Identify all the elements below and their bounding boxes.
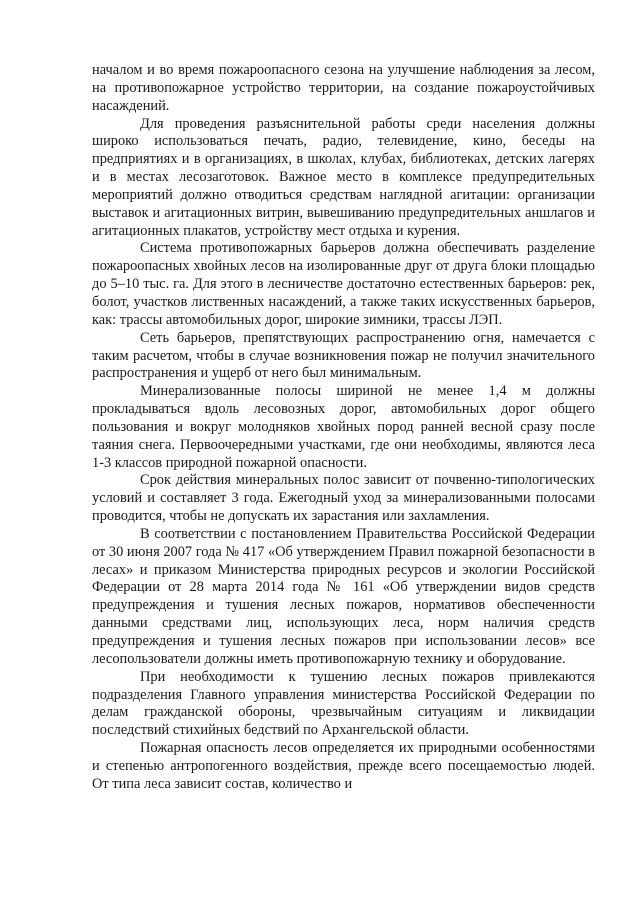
paragraph: Система противопожарных барьеров должна обеспечивать разделение пожароопасных хвойных лесов на изолированные друг от друга блоки площадью до 5–10 тыс. га. Для этого в лесничестве достаточно естественных барьеров: рек, болот, участков лиственных насаждений, а также таких искусственных барьеров, как: трассы автомобильных дорог, широкие зимники, трассы ЛЭП. bbox=[92, 240, 595, 328]
paragraph: Срок действия минеральных полос зависит от почвенно-типологических условий и составляет 3 года. Ежегодный уход за минерализованными полосами проводится, чтобы не допускать их зарастания или захламления. bbox=[92, 472, 595, 525]
paragraph: началом и во время пожароопасного сезона на улучшение наблюдения за лесом, на противопожарное устройство территории, на создание пожароустойчивых насаждений. bbox=[92, 62, 595, 114]
paragraph: Пожарная опасность лесов определяется их природными особенностями и степенью антропогенного воздействия, прежде всего посещаемостью людей. От типа леса зависит состав, количество и bbox=[92, 740, 595, 792]
paragraph: В соответствии с постановлением Правительства Российской Федерации от 30 июня 2007 года № 417 «Об утверждением Правил пожарной безопасности в лесах» и приказом Министерства природных ресурсов и экологии Российской Федерации от 28 марта 2014 года № 161 «Об утверждении видов средств предупреждения и тушения лесных пожаров, нормативов обеспеченности данными средствами лиц, использующих леса, норм наличия средств предупреждения и тушения лесных пожаров при использовании лесов» все лесопользователи должны иметь противопожарную технику и оборудование. bbox=[92, 525, 595, 667]
paragraph: Минерализованные полосы шириной не менее 1,4 м должны прокладываться вдоль лесовозных дорог, автомобильных дорог общего пользования и вокруг молодняков хвойных пород ранней весной сразу после таяния снега. Первоочередными участками, где они необходимы, являются леса 1-3 классов природной пожарной опасности. bbox=[92, 383, 595, 471]
paragraph: При необходимости к тушению лесных пожаров привлекаются подразделения Главного управления министерства Российской Федерации по делам гражданской обороны, чрезвычайным ситуациям и ликвидации последствий стихийных бедствий по Архангельской области. bbox=[92, 668, 595, 739]
paragraph: Для проведения разъяснительной работы среди населения должны широко использоваться печать, радио, телевидение, кино, беседы на предприятиях и в организациях, в школах, клубах, библиотеках, детских лагерях и в местах лесозаготовок. Важное место в комплексе предупредительных мероприятий должно отводиться средствам наглядной агитации: организации выставок и агитационных витрин, вывешиванию предупредительных аншлагов и агитационных плакатов, устройству мест отдыха и курения. bbox=[92, 115, 595, 239]
paragraph: Сеть барьеров, препятствующих распространению огня, намечается с таким расчетом, чтобы в случае возникновения пожар не получил значительного распространения и ущерб от него был минимальным. bbox=[92, 329, 595, 382]
